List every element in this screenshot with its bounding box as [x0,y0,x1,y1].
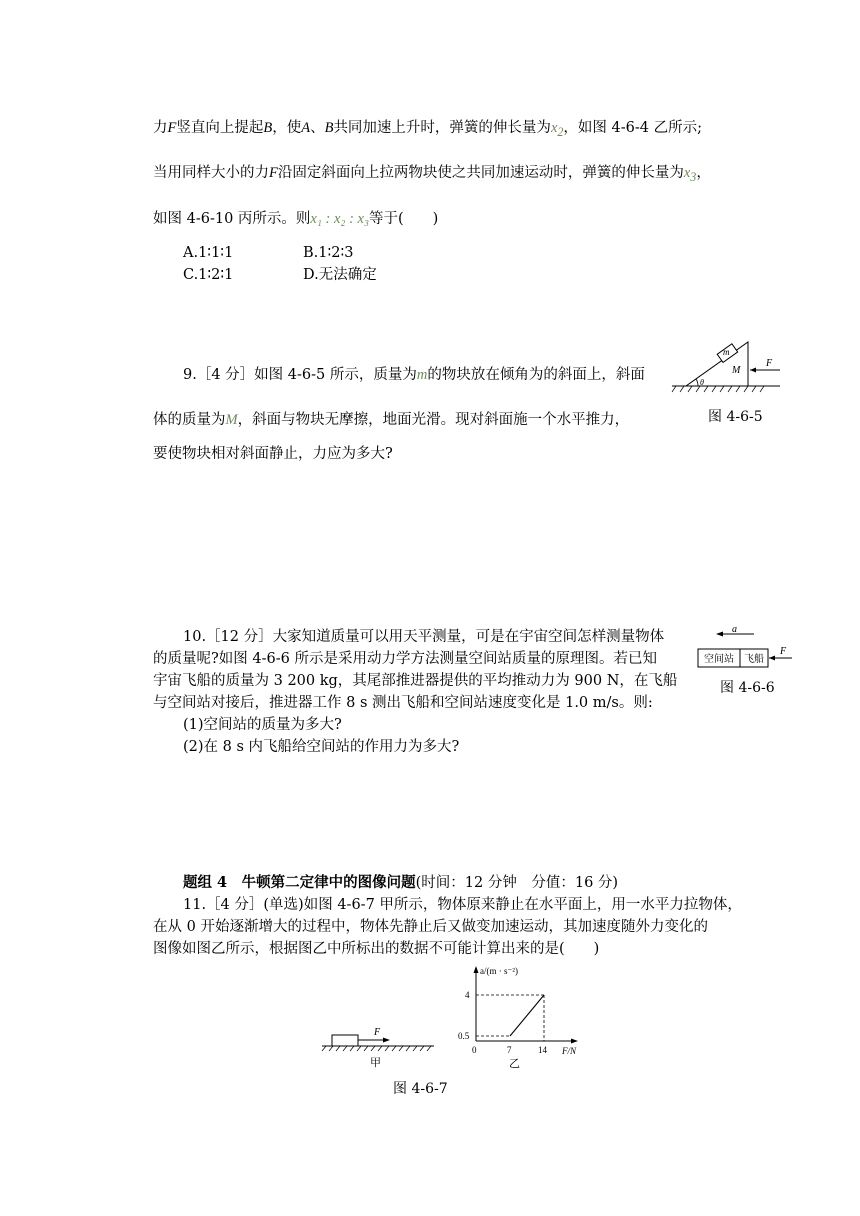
label-F: F [766,358,773,369]
label-F: F [780,646,787,657]
label-a: a [732,624,737,635]
x2-symbol: $x_2$ [550,120,564,139]
q10-line3: 宇宙飞船的质量为 3 200 kg，其尾部推进器提供的平均推动力为 900 N，在飞船 [153,673,678,689]
q10-sub1: (1)空间站的质量为多大? [183,717,342,733]
incline-wedge [686,342,748,386]
q11-line3: 图像如图乙所示，根据图乙中所标出的数据不可能计算出来的是( ) [153,941,600,957]
q8-line3: 如图 4-6-10 丙所示。则x₁ : x₂ : x₃等于( ) [153,211,439,227]
q9-line1: 9.［4 分］如图 4-6-5 所示，质量为m的物块放在倾角为的斜面上，斜面 [183,367,645,383]
q10-line2: 的质量呢?如图 4-6-6 所示是采用动力学方法测量空间站质量的原理图。若已知 [153,651,657,667]
y-tick-4: 4 [465,990,470,1000]
q10-sub2: (2)在 8 s 内飞船给空间站的作用力为多大? [183,739,460,755]
label-theta: θ [700,378,704,387]
fig-4-6-5-caption: 图 4-6-5 [708,409,763,425]
q8-option-d: D.无法确定 [303,267,377,283]
label-F: F [374,1027,381,1038]
station-label: 空间站 [704,654,734,665]
fig-jia [320,1020,436,1070]
q8-option-b: B.1∶2∶3 [303,245,354,261]
q8-option-c: C.1∶2∶1 [183,267,234,283]
x-tick-0: 0 [472,1045,477,1055]
q9-line2: 体的质量为M，斜面与物块无摩擦，地面光滑。现对斜面施一个水平推力， [153,412,630,428]
q10-line4: 与空间站对接后，推进器工作 8 s 测出飞船和空间站速度变化是 1.0 m/s。则: [153,695,653,711]
y-axis-label: a/(m · s⁻²) [480,966,518,976]
x-tick-14: 14 [538,1045,547,1055]
y-tick-0.5: 0.5 [458,1031,470,1041]
q11-line1: 11.［4 分］(单选)如图 4-6-7 甲所示，物体原来静止在水平面上，用一水平力拉物体， [183,897,742,913]
q10-line1: 10.［12 分］大家知道质量可以用天平测量，可是在宇宙空间怎样测量物体 [183,629,665,645]
space-station-figure [696,624,796,670]
x3-symbol: $x_3$ [683,165,697,184]
fig-4-6-6-caption: 图 4-6-6 [720,680,775,696]
caption-jia: 甲 [370,1056,381,1069]
q8-line2: 当用同样大小的力F沿固定斜面向上拉两物块使之共同加速运动时，弹簧的伸长量为$x_3$， [153,165,711,184]
fig-4-6-7-caption: 图 4-6-7 [393,1081,448,1097]
block [332,1035,358,1046]
q8-line1: 力F竖直向上提起B，使A、B共同加速上升时，弹簧的伸长量为$x_2$，如图 4-6-4 乙所示; [153,120,702,139]
x-axis-label: F/N [562,1046,577,1056]
q8-option-a: A.1∶1∶1 [183,245,234,261]
a-vs-F-line [510,995,544,1036]
group4-title: 题组 4 牛顿第二定律中的图像问题(时间：12 分钟 分值：16 分) [183,874,619,891]
q9-line3: 要使物块相对斜面静止，力应为多大? [153,446,393,462]
caption-yi: 乙 [509,1057,520,1070]
label-m: m [723,347,730,357]
x-tick-7: 7 [507,1045,512,1055]
ship-label: 飞船 [744,654,764,665]
incline-figure [668,338,788,394]
label-M: M [732,365,741,376]
q11-line2: 在从 0 开始逐渐增大的过程中，物体先静止后又做变加速运动，其加速度随外力变化的 [153,919,708,935]
fig-yi-graph [448,964,598,1072]
